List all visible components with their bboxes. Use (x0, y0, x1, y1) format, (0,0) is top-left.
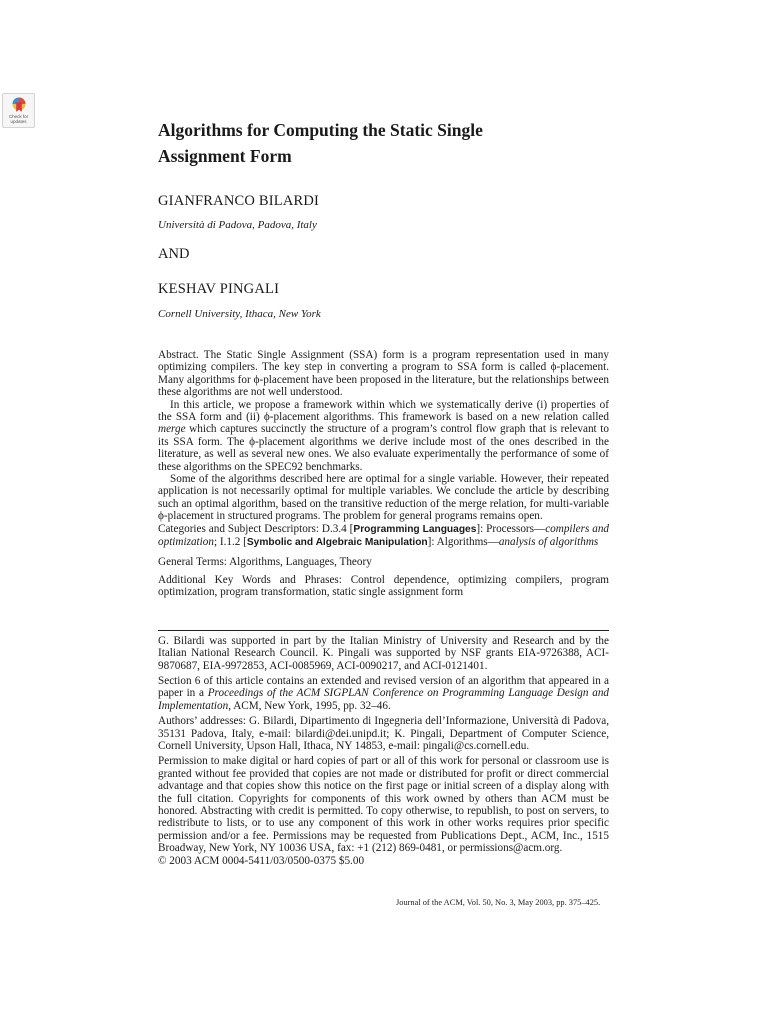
footnote-copyright: © 2003 ACM 0004-5411/03/0500-0375 $5.00 (158, 854, 365, 867)
check-for-updates-badge[interactable] (2, 93, 35, 128)
categories-text-3: ]: Algorithms— (427, 536, 499, 549)
categories-text-1: ]: Processors— (476, 522, 546, 535)
article-first-page (158, 117, 609, 870)
abstract-p2-text-b: which captures succinctly the structure of a program’s control flow graph that is relevant to its SSA form. The ϕ-placement algorithms we derive include most of the ones described in the literature, as well as several new ones. We also evaluate experimentally the performance of some of these algorithms on the SPEC92 benchmarks. (158, 423, 609, 473)
footnote-divider (158, 630, 609, 631)
additional-keywords: Additional Key Words and Phrases: Control dependence, optimizing compilers, program optimization, program transformation, static single assignment form (158, 573, 609, 599)
abstract-paragraph-3: Some of the algorithms described here are optimal for a single variable. However, their repeated application is not necessarily optimal for multiple variables. We conclude the article by describing such an optimal algorithm, based on the transitive reduction of the merge relation, for multi-variable ϕ-placement in structured programs. The problem for general programs remains open. (158, 473, 609, 523)
footnote-support: G. Bilardi was supported in part by the Italian Ministry of University and Research and by the Italian National Research Council. K. Pingali was supported by NSF grants EIA-9726388, ACI-9870687, EIA-9972853, ACI-0085969, ACI-0090217, and ACI-0121401. (158, 634, 609, 672)
footnote-section6-text-a: Section 6 of this article contains an extended and revised version of an algorithm that appeared in a paper in a (158, 674, 609, 700)
footnote-section6 (158, 675, 609, 712)
abstract (158, 349, 609, 523)
title-line-2: Assignment Form (158, 146, 292, 166)
footnote-section6-venue: Proceedings of the ACM SIGPLAN Conference on Programming Language Design and Implementation (158, 687, 610, 712)
abstract-p2-emphasis: merge (158, 423, 186, 436)
author-1: GIANFRANCO BILARDI (158, 193, 320, 209)
author-2: KESHAV PINGALI (158, 281, 280, 297)
general-terms: General Terms: Algorithms, Languages, Theory (158, 555, 372, 568)
category-compilers: compilers and optimization (158, 522, 610, 549)
categories-prefix: Categories and Subject Descriptors: D.3.4 [ (158, 522, 354, 535)
footnote-permission: Permission to make digital or hard copies of part or all of this work for personal or classroom use is granted without fee provided that copies are not made or distributed for profit or direct commercial advantage and that copies show this notice on the first page or initial screen of a display along with the full citation. Copyrights for components of this work owned by others than ACM must be honored. Abstracting with credit is permitted. To copy otherwise, to republish, to post on servers, to redistribute to lists, or to use any component of this work in other works requires prior specific permission and/or a fee. Permissions may be requested from Publications Dept., ACM, Inc., 1515 Broadway, New York, NY 10036 USA, fax: +1 (212) 869-0481, or permissions@acm.org. (158, 755, 609, 855)
journal-reference: Journal of the ACM, Vol. 50, No. 3, May 2003, pp. 375–425. (396, 898, 601, 907)
categories-text-2: ; I.1.2 [ (213, 536, 247, 549)
badge-label-line1: Check for (8, 114, 29, 119)
affiliation-1: Università di Padova, Padova, Italy (158, 219, 317, 231)
abstract-paragraph-1: Abstract. The Static Single Assignment (SSA) form is a program representation used in many optimizing compilers. The key step in converting a program to SSA form is called ϕ-placement. Many algorithms for ϕ-placement have been proposed in the literature, but the relationships between these algorithms are not well understood. (158, 349, 609, 399)
title-line-1: Algorithms for Computing the Static Single (158, 120, 483, 140)
category-analysis: analysis of algorithms (498, 536, 599, 549)
categories-descriptors (158, 523, 609, 550)
footnote-section6-text-b: , ACM, New York, 1995, pp. 32–46. (228, 699, 391, 712)
badge-label-line2: updates (10, 119, 27, 124)
abstract-p2-text-a: In this article, we propose a framework within which we systematically derive (i) properties of the SSA form and (ii) ϕ-placement algorithms. This framework is based on a new relation called (158, 398, 609, 424)
abstract-paragraph-2 (158, 399, 609, 473)
author-separator: AND (158, 246, 190, 262)
article-title (158, 117, 609, 169)
category-symbolic-manipulation: Symbolic and Algebraic Manipulation (246, 537, 428, 549)
affiliation-2: Cornell University, Ithaca, New York (158, 308, 321, 320)
category-programming-languages: Programming Languages (353, 523, 477, 535)
check-for-updates-icon (11, 97, 27, 114)
footnote-addresses: Authors’ addresses: G. Bilardi, Dipartimento di Ingegneria dell’Informazione, Università di Padova, 35131 Padova, Italy, e-mail: bilardi@dei.unipd.it; K. Pingali, Department of Computer Science, Cornell University, Upson Hall, Ithaca, NY 14853, e-mail: pingali@cs.cornell.edu. (158, 715, 609, 752)
